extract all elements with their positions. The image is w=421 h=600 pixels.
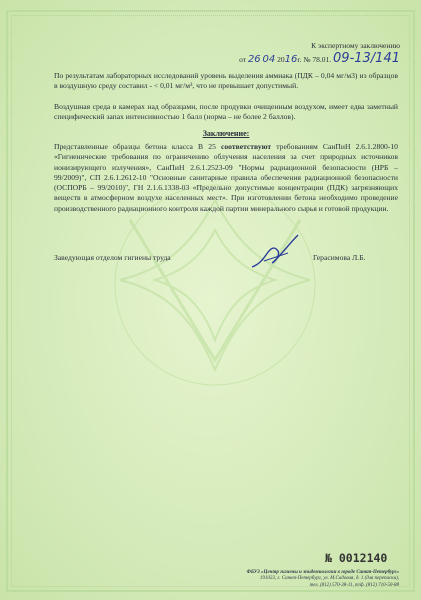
form-number bbox=[325, 551, 387, 565]
date-day: 26 bbox=[247, 54, 261, 65]
annex-label: К экспертному заключению bbox=[311, 41, 400, 50]
footer-org: ФБУЗ «Центр гигиены и эпидемиологии в городе Санкт-Петербург» bbox=[246, 570, 399, 575]
page-border bbox=[6, 10, 415, 592]
form-number-value: 0012140 bbox=[338, 551, 388, 565]
paragraph-ammonia: По результатам лабораторных исследований уровень выделения аммиака (ПДК – 0,04 мг/м3) из образцов в воздушную среду составил - < 0,01 мг/м³, что не превышает допустимый. bbox=[54, 71, 398, 91]
conclusion-heading: Заключение: bbox=[202, 129, 250, 138]
signatory-name: Герасимова Л.Б. bbox=[313, 253, 366, 262]
signatory-position: Заведующая отделом гигиены труда bbox=[54, 253, 171, 262]
number-prefix: № 78.01. bbox=[303, 55, 332, 64]
year-mark: г. bbox=[297, 55, 302, 64]
paragraph-air-odor: Воздушная среда в камерах над образцами, после продувки очищенным воздухом, имеет едва заметный специфический запах интенсивностью 1 балл (норма – не более 2 баллов). bbox=[54, 102, 398, 122]
date-month: 04 bbox=[262, 54, 276, 65]
year-suffix: 16 bbox=[284, 54, 298, 65]
footer-phone: тел. (812) 570-38-11, т/ф. (812) 710-50-88 bbox=[309, 582, 399, 588]
number-handwritten: 09-13/141 bbox=[333, 51, 400, 66]
form-number-symbol: № bbox=[325, 551, 332, 565]
footer-address: 191023, г. Санкт-Петербург, ул. М.Садовая, д. 1 (для переписки), bbox=[259, 576, 399, 582]
conclusion-start: Представленные образцы бетона класса В 25 bbox=[54, 142, 222, 151]
handwritten-signature bbox=[248, 231, 302, 273]
issuer-footer bbox=[199, 570, 399, 589]
conclusion-bold: соответствуют bbox=[221, 142, 272, 151]
annex-date-number bbox=[239, 51, 400, 66]
date-prefix: от bbox=[239, 55, 247, 64]
conclusion-end: требованиям СанПиН 2.6.1.2800-10 «Гигиенические требования по ограничению облучения населения за счет природных источников ионизирующего излучения», СанПиН 2.6.1.2523-09 "Нормы радиационной безопасности (НРБ – 99/2009)", СП 2.6.1.2612-10 "Основные санитарные правила обеспечения радиационной безопасности (ОСПОРБ – 99/2010)", ГН 2.1.6.1338-03 «Предельно допустимые концентрации (ПДК) загрязняющих веществ в атмосферном воздухе населенных мест». При изготовлении бетона необходимо проведение производственного радиационного контроля каждой партии минерального сырья и готовой продукции. bbox=[54, 142, 398, 213]
paragraph-conclusion bbox=[54, 142, 398, 214]
page-inner-border bbox=[11, 15, 410, 587]
year-prefix: 20 bbox=[277, 55, 285, 64]
